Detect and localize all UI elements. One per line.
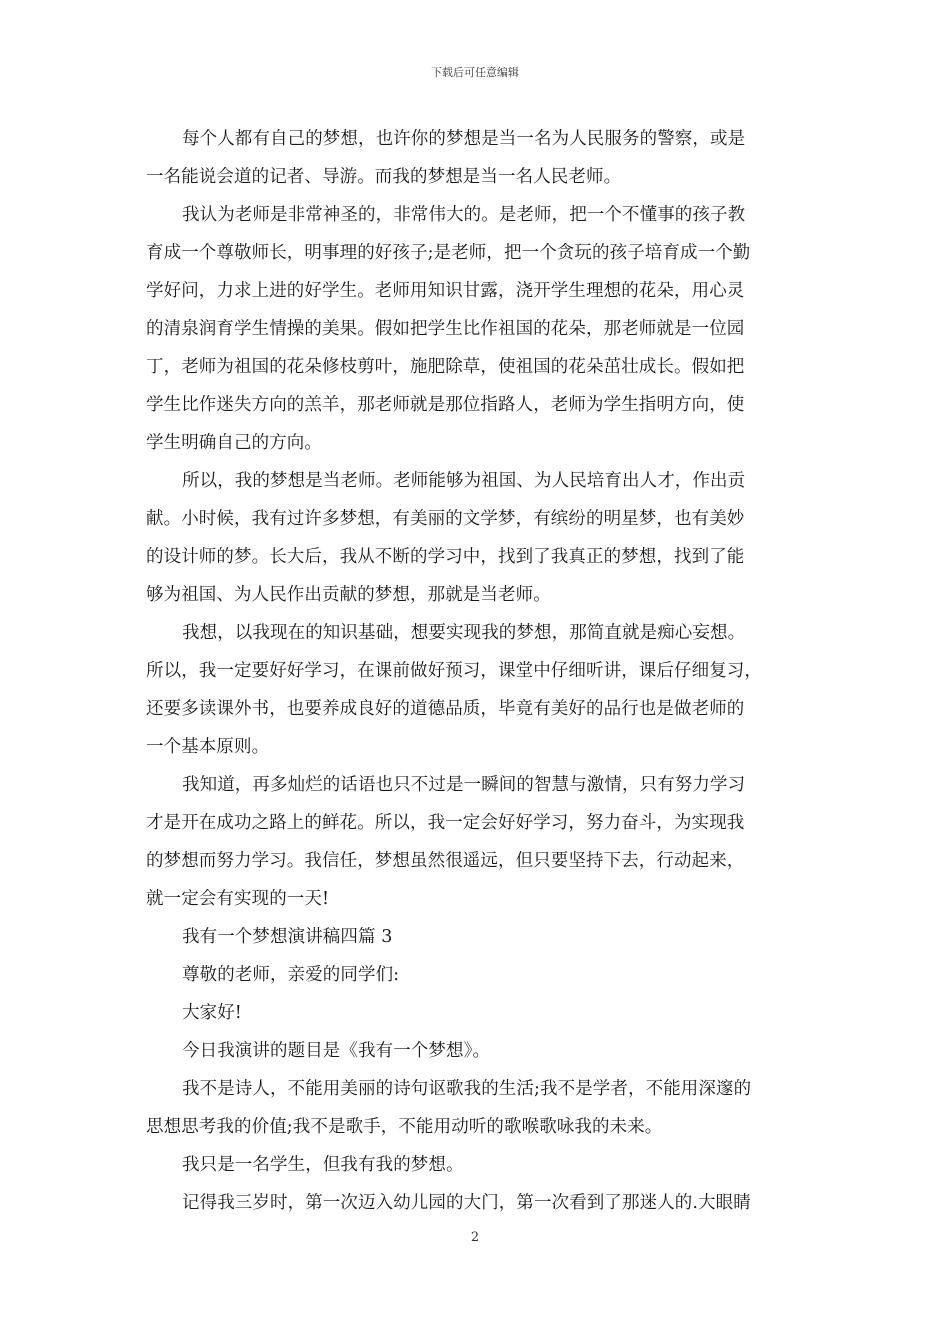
- text-line: 才是开在成功之路上的鲜花。所以，我一定会好好学习，努力奋斗，为实现我: [146, 813, 745, 833]
- text-line: 学生明确自己的方向。: [146, 433, 322, 453]
- text-line: 我想，以我现在的知识基础，想要实现我的梦想，那简直就是痴心妄想。: [182, 623, 746, 643]
- text-line: 一名能说会道的记者、导游。而我的梦想是当一名人民老师。: [146, 167, 622, 187]
- text-line: 我知道，再多灿烂的话语也只不过是一瞬间的智慧与激情，只有努力学习: [182, 775, 746, 795]
- text-line: 所以，我的梦想是当老师。老师能够为祖国、为人民培育出人才，作出贡: [182, 471, 746, 491]
- section-heading: 我有一个梦想演讲稿四篇 3: [182, 927, 393, 947]
- text-line: 学生比作迷失方向的羔羊，那老师就是那位指路人，老师为学生指明方向，使: [146, 395, 745, 415]
- text-line: 记得我三岁时，第一次迈入幼儿园的大门，第一次看到了那迷人的.大眼睛: [182, 1193, 751, 1213]
- page-number: 2: [470, 1230, 480, 1245]
- text-line: 的梦想而努力学习。我信任，梦想虽然很遥远，但只要坚持下去，行动起来，: [146, 851, 745, 871]
- text-line: 所以，我一定要好好学习，在课前做好预习，课堂中仔细听讲，课后仔细复习，: [146, 661, 762, 681]
- text-line: 学好问，力求上进的好学生。老师用知识甘露，浇开学生理想的花朵，用心灵: [146, 281, 745, 301]
- text-line: 还要多读课外书，也要养成良好的道德品质，毕竟有美好的品行也是做老师的: [146, 699, 745, 719]
- greeting: 大家好!: [182, 1003, 242, 1023]
- text-line: 献。小时候，我有过许多梦想，有美丽的文学梦，有缤纷的明星梦，也有美妙: [146, 509, 745, 529]
- text-line: 丁，老师为祖国的花朵修枝剪叶，施肥除草，使祖国的花朵茁壮成长。假如把: [146, 357, 745, 377]
- text-line: 就一定会有实现的一天!: [146, 889, 330, 909]
- document-body: [146, 120, 814, 1222]
- text-line: 今日我演讲的题目是《我有一个梦想》。: [182, 1041, 491, 1061]
- text-line: 育成一个尊敬师长，明事理的好孩子;是老师，把一个贪玩的孩子培育成一个勤: [146, 243, 751, 263]
- text-line: 我认为老师是非常神圣的，非常伟大的。是老师，把一个不懂事的孩子教: [182, 205, 746, 225]
- text-line: 一个基本原则。: [146, 737, 270, 757]
- text-line: 每个人都有自己的梦想，也许你的梦想是当一名为人民服务的警察，或是: [182, 129, 746, 149]
- text-line: 我不是诗人，不能用美丽的诗句讴歌我的生活;我不是学者，不能用深邃的: [182, 1079, 752, 1099]
- text-line: 的设计师的梦。长大后，我从不断的学习中，找到了我真正的梦想，找到了能: [146, 547, 745, 567]
- salutation: 尊敬的老师，亲爱的同学们:: [182, 965, 400, 985]
- page-header: 下载后可任意编辑: [431, 66, 519, 79]
- text-line: 够为祖国、为人民作出贡献的梦想，那就是当老师。: [146, 585, 551, 605]
- text-line: 我只是一名学生，但我有我的梦想。: [182, 1155, 464, 1175]
- text-line: 的清泉润育学生情操的美果。假如把学生比作祖国的花朵，那老师就是一位园: [146, 319, 745, 339]
- text-line: 思想思考我的价值;我不是歌手，不能用动听的歌喉歌咏我的未来。: [146, 1117, 663, 1137]
